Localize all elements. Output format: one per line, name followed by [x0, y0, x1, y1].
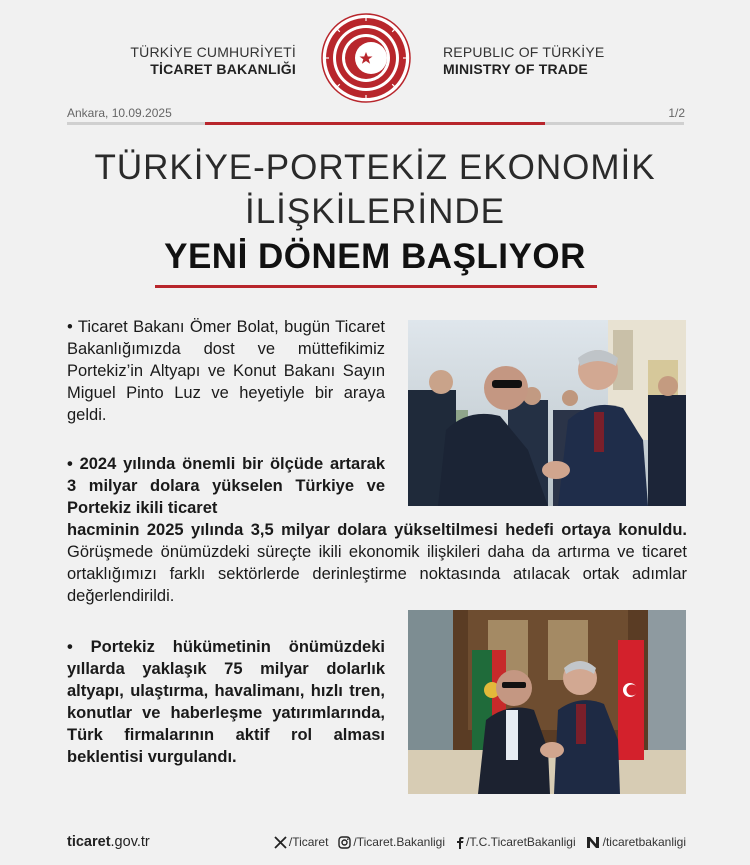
- nsosyal-icon: [586, 836, 601, 849]
- photo-handshake-outdoor: [408, 320, 686, 506]
- nsosyal-handle: /ticaretbakanligi: [602, 835, 686, 849]
- x-icon: [274, 836, 287, 849]
- facebook-handle: /T.C.TicaretBakanligi: [466, 835, 576, 849]
- website-bold: ticaret: [67, 834, 111, 850]
- document-title: [60, 146, 690, 280]
- paragraph-2-regular: Görüşmede önümüzdeki süreçte ikili ekonomik ilişkileri daha da artırma ve ticaret ortaklığımızı farklı sektörlerde derinleştirme noktasında atılacak ortak adımlar değerlendirildi.: [67, 543, 687, 605]
- header-turkish-name: [118, 44, 296, 78]
- website-link[interactable]: [67, 834, 150, 850]
- instagram-link[interactable]: [338, 835, 445, 849]
- social-links: [274, 835, 686, 849]
- header-right-line1: REPUBLIC OF TÜRKİYE: [443, 44, 605, 60]
- paragraph-2-continued: [67, 519, 687, 607]
- facebook-icon: [455, 836, 464, 849]
- header-left-line1: TÜRKİYE CUMHURİYETİ: [130, 44, 296, 60]
- ministry-emblem-icon: [321, 13, 411, 103]
- website-domain: .gov.tr: [110, 834, 150, 850]
- instagram-icon: [338, 836, 351, 849]
- title-underline: [155, 285, 597, 288]
- instagram-handle: /Ticaret.Bakanligi: [353, 835, 446, 849]
- header-english-name: [443, 44, 643, 78]
- title-line2: İLİŞKİLERİNDE: [244, 192, 506, 231]
- title-line1: TÜRKİYE-PORTEKİZ EKONOMİK: [94, 148, 656, 187]
- top-divider-accent: [205, 122, 545, 125]
- paragraph-1: • Ticaret Bakanı Ömer Bolat, bugün Ticaret Bakanlığımızda dost ve müttefikimiz Portekiz’in Altyapı ve Konut Bakanı Sayın Miguel Pinto Luz ve heyetiyle bir araya geldi.: [67, 318, 385, 424]
- page-number: 1/2: [668, 106, 685, 120]
- paragraph-2-bold-continued: hacminin 2025 yılında 3,5 milyar dolara yükseltilmesi hedefi ortaya konuldu.: [67, 521, 687, 539]
- x-link[interactable]: [274, 835, 329, 849]
- document-footer: [0, 825, 750, 865]
- facebook-link[interactable]: [455, 835, 576, 849]
- header-left-line2: TİCARET BAKANLIĞI: [150, 61, 296, 77]
- document-date: Ankara, 10.09.2025: [67, 106, 172, 120]
- header-right-line2: MINISTRY OF TRADE: [443, 61, 588, 77]
- paragraph-2-bold-part: • 2024 yılında önemli bir ölçüde artarak 3 milyar dolara yükselen Türkiye ve Portekiz ikili ticaret: [67, 455, 385, 517]
- nsosyal-link[interactable]: [586, 835, 686, 849]
- document-header: [0, 0, 750, 105]
- paragraph-3: • Portekiz hükümetinin önümüzdeki yıllarda yaklaşık 75 milyar dolarlık altyapı, ulaştırma, havalimanı, hızlı tren, konutlar ve haberleşme yatırımlarında, Türk firmalarının aktif rol alması beklentisi vurgulandı.: [67, 638, 385, 766]
- title-line3: YENİ DÖNEM BAŞLIYOR: [164, 237, 586, 276]
- x-handle: /Ticaret: [288, 835, 329, 849]
- photo-handshake-indoor: [408, 610, 686, 794]
